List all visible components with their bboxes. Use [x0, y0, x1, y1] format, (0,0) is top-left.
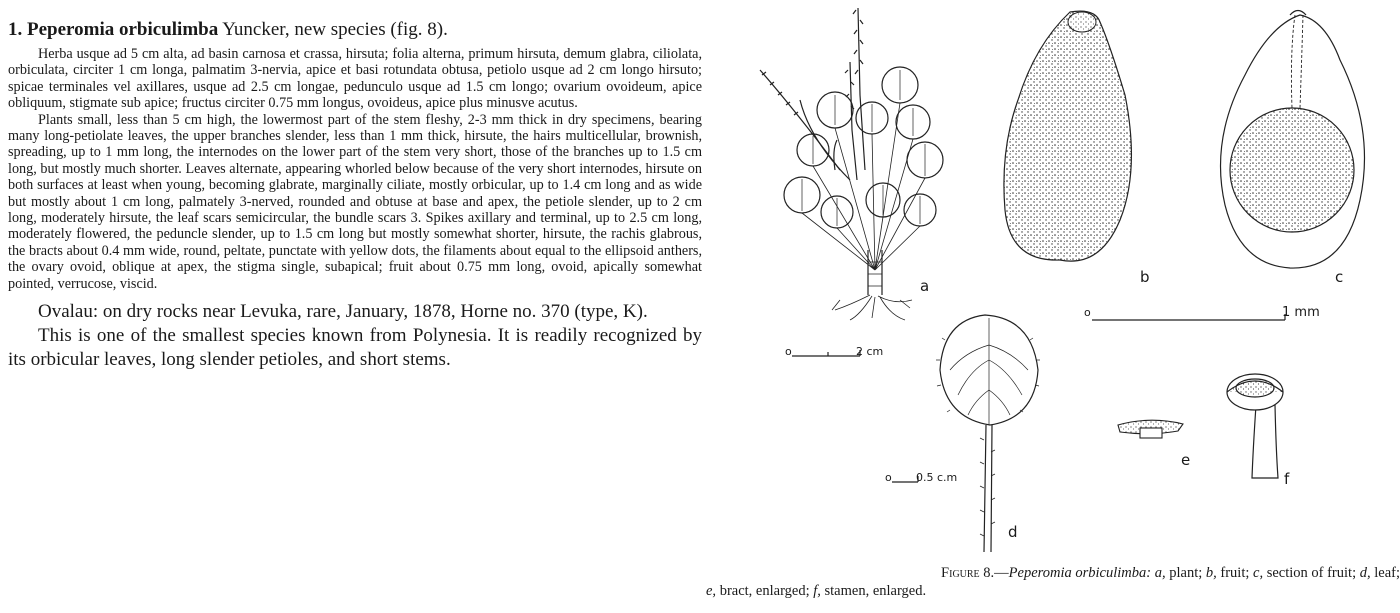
caption-key-e: e, — [706, 583, 717, 599]
caption-key-a: a, — [1154, 565, 1166, 581]
locality-record: Ovalau: on dry rocks near Levuka, rare, January, 1878, Horne no. 370 (type, K). — [38, 301, 648, 323]
author-note: Yuncker, new species (fig. 8). — [222, 19, 448, 40]
fruit-scale-value: 1 mm — [1282, 305, 1320, 320]
latin-diagnosis: Herba usque ad 5 cm alta, ad basin carnosa et crassa, hirsuta; folia alterna, primum hirsuta, demum glabra, ciliolata, orbiculata, circiter 1 cm longa, palmatim 3-nervia, apice et basi rotundata obtusa, petiolo usque ad 2 cm longo hirsuto; spicae terminales vel axillares, usque ad 2.5 cm longae, pedunculo usque ad 1.5 cm longo; ovarium ovoideum, apice obliquum, stigmate sub apice; fructus circiter 0.75 mm longus, ovoideus, apice plus minusve acutus. — [8, 46, 702, 112]
caption-key-c: c, — [1253, 565, 1264, 581]
fruit-drawing — [1004, 11, 1132, 261]
plant-scale-value: 2 cm — [856, 345, 884, 358]
figure-caption — [700, 564, 1400, 600]
label-e: e — [1181, 451, 1191, 469]
species-heading — [8, 18, 702, 42]
leaf-drawing — [936, 315, 1040, 552]
caption-key-d: d, — [1359, 565, 1371, 581]
caption-text-e: bract, enlarged; — [716, 583, 810, 599]
remark-paragraph: This is one of the smallest species known from Polynesia. It is readily recognized by its orbicular leaves, long slender petioles, and short stems. — [8, 325, 702, 371]
leaf-scale-zero: o — [885, 471, 892, 484]
plant-drawing — [760, 8, 943, 320]
caption-key-f: f, — [813, 583, 821, 599]
stamen-drawing — [1227, 374, 1283, 478]
section-number: 1. — [8, 19, 23, 40]
plant-scale-zero: o — [785, 345, 792, 358]
caption-text-f: stamen, enlarged. — [820, 583, 927, 599]
caption-text-d: leaf; — [1370, 565, 1400, 581]
fruit-section-drawing — [1221, 11, 1365, 269]
caption-text-b: fruit; — [1216, 565, 1250, 581]
figure-illustration — [700, 0, 1400, 613]
fruit-scale-zero: o — [1084, 306, 1091, 319]
text-column — [8, 14, 702, 372]
label-a: a — [920, 277, 930, 295]
plant-scale-bar — [792, 350, 860, 356]
caption-species: Peperomia orbiculimba: — [1008, 565, 1152, 581]
label-b: b — [1140, 268, 1150, 286]
bract-drawing — [1118, 420, 1183, 438]
caption-text-c: section of fruit; — [1263, 565, 1357, 581]
species-name: Peperomia orbiculimba — [27, 19, 219, 40]
label-f: f — [1284, 470, 1290, 488]
caption-key-b: b, — [1205, 565, 1217, 581]
label-d: d — [1008, 523, 1018, 541]
leaf-scale-value: 0.5 c.m — [916, 471, 958, 484]
leaf-scale-bar — [892, 476, 918, 482]
caption-lead: Figure 8.— — [941, 565, 1009, 581]
caption-text-a: plant; — [1165, 565, 1203, 581]
figure-8 — [700, 0, 1400, 613]
english-description: Plants small, less than 5 cm high, the lowermost part of the stem fleshy, 2-3 mm thick in dry specimens, bearing many long-petiolate leaves, the upper branches slender, less than 1 mm thick, hirsute, the hairs multicellular, brownish, spreading, up to 1 mm long, the internodes on the lower part of the stem very short, those of the branches up to 1.5 cm long, but mostly much shorter. Leaves alternate, appearing whorled below because of the very short internodes, hirsute on both surfaces at least when young, becoming glabrate, marginally ciliate, mostly orbicular, up to 1.4 cm long and as wide but mostly about 1 cm long, palmately 3-nerved, rounded and obtuse at base and apex, the petiole slender, up to 2 cm long, moderately hirsute, the leaf scars semicircular, the bundle scars 3. Spikes axillary and terminal, up to 2.5 cm long, moderately flowered, the peduncle slender, up to 1.5 cm long but mostly somewhat shorter, hirsute, the rachis glabrous, the bracts about 0.4 mm wide, round, peltate, punctate with yellow dots, the filaments about equal to the ellipsoid anthers, the ovary ovoid, oblique at apex, the stigma single, subapical; fruit about 0.75 mm long, ovoid, apically somewhat pointed, verrucose, viscid. — [8, 111, 702, 292]
fruit-scale-bar — [1092, 314, 1285, 320]
label-c: c — [1335, 268, 1344, 286]
caption-line-2 — [700, 582, 1400, 600]
